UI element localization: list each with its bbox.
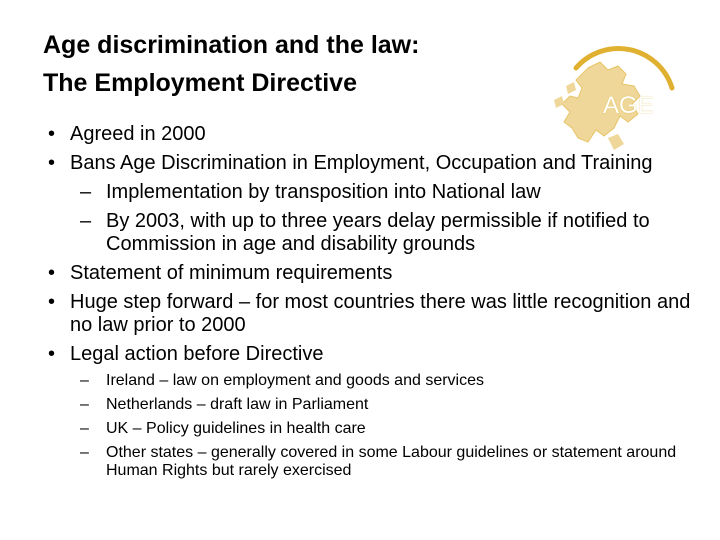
dash-glyph: – <box>80 444 89 461</box>
slide-title <box>43 26 419 102</box>
title-line-2: The Employment Directive <box>43 69 357 97</box>
bullet-text: Statement of minimum requirements <box>70 262 393 284</box>
sub-item <box>76 181 708 204</box>
title-line-1: Age discrimination and the law: <box>43 31 420 59</box>
bullet-item <box>48 262 708 285</box>
logo-text: AGE <box>603 92 654 119</box>
sub-item <box>76 210 708 256</box>
sub-item <box>76 444 708 480</box>
dash-glyph: – <box>80 420 89 437</box>
sub-text: Netherlands – draft law in Parliament <box>106 396 369 413</box>
bullet-text: Legal action before Directive <box>70 343 324 365</box>
bullet-glyph: • <box>48 123 56 145</box>
sub-list <box>70 181 708 256</box>
dash-glyph: – <box>80 210 92 232</box>
sub-item <box>76 396 708 414</box>
sub-item <box>76 372 708 390</box>
bullet-item <box>48 123 708 146</box>
bullet-text: Huge step forward – for most countries there was little recognition and no law prior to 2000 <box>70 291 691 336</box>
dash-glyph: – <box>80 181 92 203</box>
bullet-glyph: • <box>48 262 56 284</box>
sub-text: Implementation by transposition into National law <box>106 181 541 203</box>
bullet-text: Bans Age Discrimination in Employment, Occupation and Training <box>70 152 653 174</box>
bullet-glyph: • <box>48 343 56 365</box>
sub-item <box>76 420 708 438</box>
bullet-item <box>48 343 708 480</box>
sub-text: UK – Policy guidelines in health care <box>106 420 366 437</box>
bullet-list <box>48 123 708 486</box>
bullet-glyph: • <box>48 152 56 174</box>
bullet-text: Agreed in 2000 <box>70 123 206 145</box>
dash-glyph: – <box>80 396 89 413</box>
sub-text: By 2003, with up to three years delay permissible if notified to Commission in age and disability grounds <box>106 210 650 255</box>
sub-list <box>70 372 708 480</box>
sub-text: Other states – generally covered in some Labour guidelines or statement around Human Rights but rarely exercised <box>106 444 677 479</box>
bullet-item <box>48 291 708 337</box>
bullet-glyph: • <box>48 291 56 313</box>
dash-glyph: – <box>80 372 89 389</box>
sub-text: Ireland – law on employment and goods and services <box>106 372 484 389</box>
bullet-item <box>48 152 708 256</box>
